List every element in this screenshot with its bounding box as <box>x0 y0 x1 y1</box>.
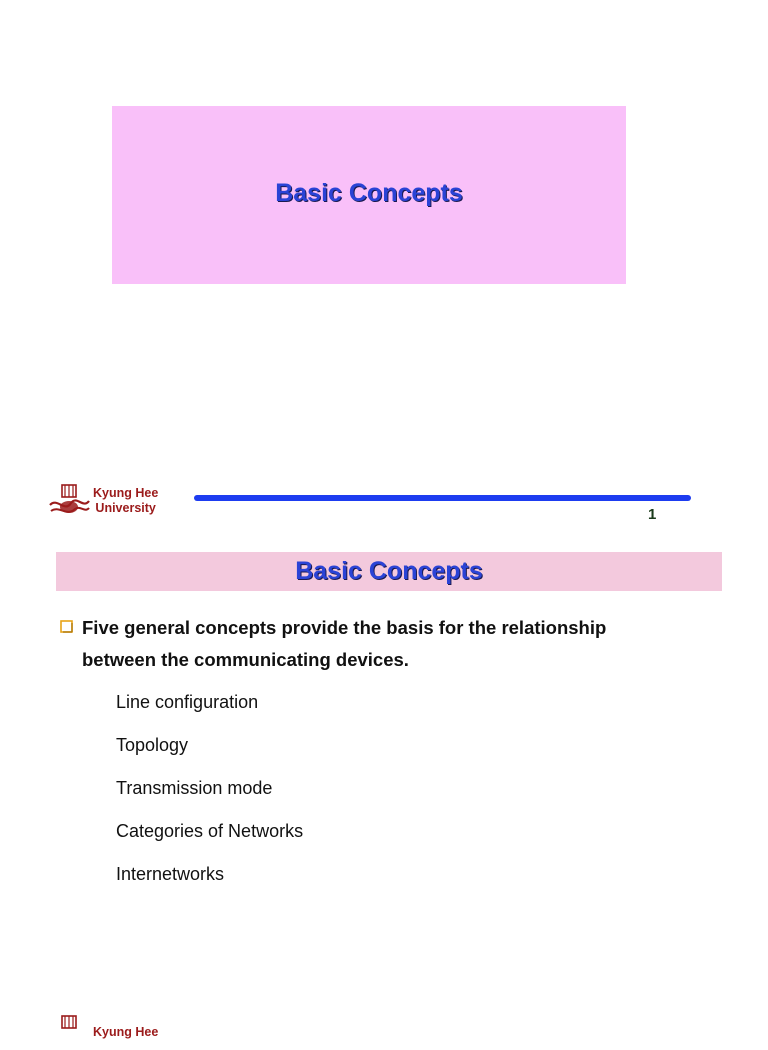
slide1-title: Basic Concepts <box>275 178 463 207</box>
list-item: Categories of Networks <box>116 821 304 841</box>
list-item: Line configuration <box>116 692 259 712</box>
university-emblem-icon <box>47 1014 91 1050</box>
intro-bullet <box>60 612 680 676</box>
university-emblem-icon <box>47 483 91 519</box>
university-name-line2: University <box>95 501 156 515</box>
list-item: Transmission mode <box>116 778 273 798</box>
square-bullet-icon <box>60 620 73 633</box>
university-name-line1: Kyung Hee <box>93 486 159 500</box>
slide1-title-box <box>112 106 626 284</box>
university-logo <box>47 483 158 519</box>
footer-rule <box>194 495 691 501</box>
page-number: 1 <box>648 506 657 523</box>
university-name <box>93 486 158 516</box>
list-item: Topology <box>116 735 189 755</box>
list-item: Internetworks <box>116 864 225 884</box>
university-name-line1: Kyung Hee <box>93 1024 159 1039</box>
concept-list <box>116 689 303 904</box>
university-logo-2 <box>47 1014 158 1050</box>
slide2-title-band <box>56 552 722 591</box>
slide2-title: Basic Concepts <box>295 557 483 585</box>
university-name <box>93 1025 158 1040</box>
intro-text: Five general concepts provide the basis for the relationship between the communicating devices. <box>82 617 607 670</box>
